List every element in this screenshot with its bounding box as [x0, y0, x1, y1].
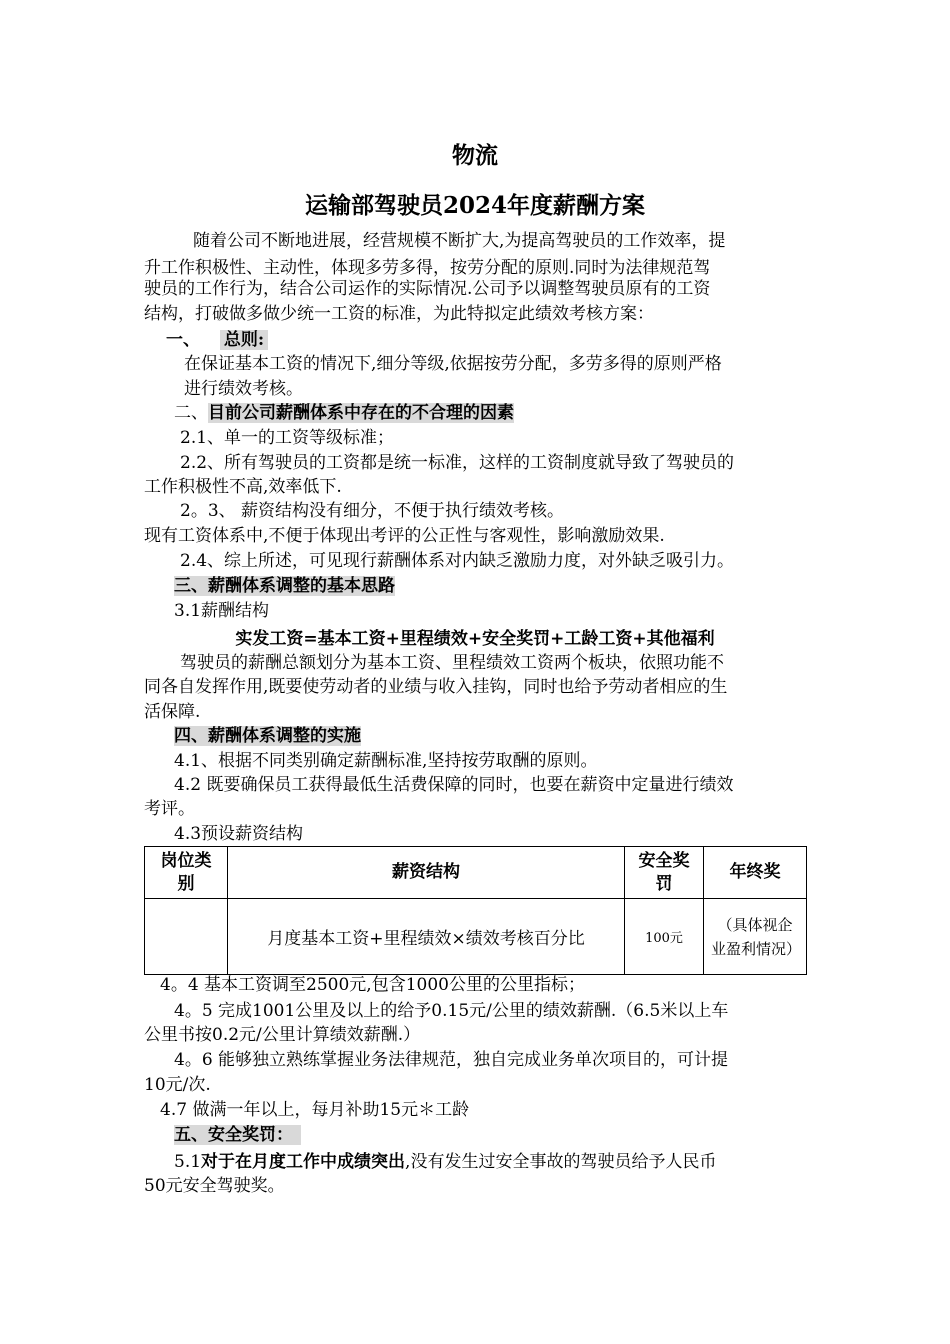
header-position-category: 岗位类别 — [145, 847, 228, 899]
section-1-number: 一、 — [166, 330, 200, 350]
intro-line-1: 随着公司不断地进展，经营规模不断扩大,为提高驾驶员的工作效率，提 — [193, 231, 726, 251]
item-4-2-line-1: 4.2 既要确保员工获得最低生活费保障的同时，也要在薪资中定量进行绩效 — [174, 775, 734, 795]
section-3-title: 三、薪酬体系调整的基本思路 — [174, 576, 395, 596]
cell-year-end-bonus: （具体视企业盈利情况） — [704, 899, 807, 975]
intro-line-2: 升工作积极性、主动性，体现多劳多得，按劳分配的原则.同时为法律规范驾 — [144, 258, 711, 278]
item-4-4: 4。4 基本工资调至2500元,包含1000公里的公里指标； — [160, 975, 585, 995]
document-subtitle: 运输部驾驶员2024年度薪酬方案 — [304, 192, 645, 219]
salary-formula: 实发工资=基本工资+里程绩效+安全奖罚+工龄工资+其他福利 — [235, 629, 715, 649]
section-3-para-line-2: 同各自发挥作用,既要使劳动者的业绩与收入挂钩，同时也给予劳动者相应的生 — [144, 677, 728, 697]
cell-position-category — [145, 899, 228, 975]
item-4-3: 4.3预设薪资结构 — [174, 824, 304, 844]
section-2-heading — [174, 401, 514, 425]
section-3-heading — [174, 574, 395, 598]
item-2-3-line-2: 现有工资体系中,不便于体现出考评的公正性与客观性，影响激励效果. — [144, 526, 665, 546]
item-2-2-line-2: 工作积极性不高,效率低下. — [144, 477, 342, 497]
item-4-6-line-1: 4。6 能够独立熟练掌握业务法律规范，独自完成业务单次项目的，可计提 — [174, 1050, 729, 1070]
item-3-1: 3.1薪酬结构 — [174, 601, 270, 621]
item-2-2-line-1: 2.2、所有驾驶员的工资都是统一标准，这样的工资制度就导致了驾驶员的 — [180, 453, 735, 473]
section-1-heading — [166, 328, 268, 352]
item-4-7: 4.7 做满一年以上，每月补助15元＊工龄 — [160, 1100, 470, 1120]
document-title: 物流 — [452, 142, 498, 169]
section-2-number: 二、 — [174, 403, 208, 423]
section-1-line-1: 在保证基本工资的情况下,细分等级,依据按劳分配，多劳多得的原则严格 — [184, 354, 722, 374]
section-4-title: 四、薪酬体系调整的实施 — [174, 726, 361, 746]
item-2-3-line-1: 2。3、 薪资结构没有细分，不便于执行绩效考核。 — [180, 501, 565, 521]
section-5-heading — [174, 1123, 301, 1147]
item-2-4: 2.4、综上所述，可见现行薪酬体系对内缺乏激励力度，对外缺乏吸引力。 — [180, 551, 735, 571]
section-5-title: 五、安全奖罚： — [174, 1125, 301, 1145]
table-header-row — [145, 847, 807, 899]
intro-line-3: 驶员的工作行为，结合公司运作的实际情况.公司予以调整驾驶员原有的工资 — [144, 279, 711, 299]
item-4-6-line-2: 10元/次. — [144, 1075, 211, 1095]
header-year-end-bonus: 年终奖 — [704, 847, 807, 899]
section-3-para-line-3: 活保障. — [144, 702, 201, 722]
item-4-2-line-2: 考评。 — [144, 799, 195, 819]
section-2-title: 目前公司薪酬体系中存在的不合理的因素 — [208, 403, 514, 423]
header-safety-reward: 安全奖罚 — [625, 847, 704, 899]
section-1-title: 总则: — [220, 330, 268, 350]
item-4-5-line-2: 公里书按0.2元/公里计算绩效薪酬.） — [144, 1025, 421, 1045]
intro-line-4: 结构，打破做多做少统一工资的标准，为此特拟定此绩效考核方案： — [144, 304, 654, 324]
item-4-1: 4.1、根据不同类别确定薪酬标准,坚持按劳取酬的原则。 — [174, 751, 598, 771]
item-5-1-line-2: 50元安全驾驶奖。 — [144, 1176, 285, 1196]
header-salary-structure: 薪资结构 — [228, 847, 625, 899]
cell-safety-reward: 100元 — [625, 899, 704, 975]
section-3-para-line-1: 驾驶员的薪酬总额划分为基本工资、里程绩效工资两个板块，依照功能不 — [180, 653, 724, 673]
salary-structure-table — [144, 846, 807, 975]
table-row — [145, 899, 807, 975]
item-5-1-line-1: 5.1对于在月度工作中成绩突出,没有发生过安全事故的驾驶员给予人民币 — [174, 1152, 717, 1172]
cell-salary-structure: 月度基本工资+里程绩效×绩效考核百分比 — [228, 899, 625, 975]
section-4-heading — [174, 724, 361, 748]
section-1-line-2: 进行绩效考核。 — [184, 379, 303, 399]
item-4-5-line-1: 4。5 完成1001公里及以上的给予0.15元/公里的绩效薪酬.（6.5米以上车 — [174, 1001, 729, 1021]
item-2-1: 2.1、单一的工资等级标准； — [180, 428, 395, 448]
